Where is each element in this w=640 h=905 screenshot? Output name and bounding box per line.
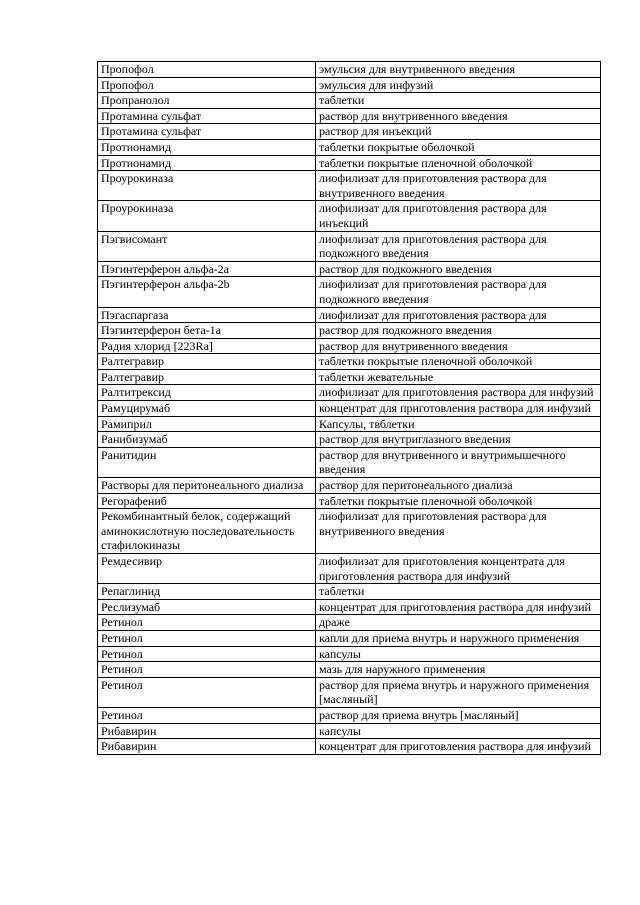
table-row — [98, 646, 601, 662]
drug-name-cell: Пропофол — [98, 77, 316, 93]
drug-name-cell: Ретинол — [98, 707, 316, 723]
drug-name-cell: Рибавирин — [98, 739, 316, 755]
dosage-form-cell: раствор для приема внутрь и наружного применения [масляный] — [316, 677, 601, 707]
dosage-form-cell: Капсулы, твблетки — [316, 416, 601, 432]
drug-name-cell: Протионамид — [98, 155, 316, 171]
table-row — [98, 630, 601, 646]
drug-name-cell: Ремдесивир — [98, 554, 316, 584]
dosage-form-cell: лиофилизат для приготовления раствора для — [316, 307, 601, 323]
dosage-form-cell: раствор для подкожного введения — [316, 323, 601, 339]
drug-name-cell: Пропранолол — [98, 93, 316, 109]
dosage-form-cell: таблетки — [316, 93, 601, 109]
dosage-form-cell: концентрат для приготовления раствора для инфузий — [316, 599, 601, 615]
drug-name-cell: Ралтитрексид — [98, 385, 316, 401]
dosage-form-cell: капсулы — [316, 723, 601, 739]
dosage-form-cell: лиофилизат для приготовления концентрата для приготовления раствора для инфузий — [316, 554, 601, 584]
dosage-form-cell: раствор для внутривенного введения — [316, 108, 601, 124]
table-row — [98, 139, 601, 155]
dosage-form-cell: раствор для инъекций — [316, 124, 601, 140]
dosage-form-cell: эмульсия для внутривенного введения — [316, 62, 601, 78]
drug-name-cell: Рамуцирумаб — [98, 401, 316, 417]
drug-forms-table — [97, 61, 601, 755]
table-row — [98, 369, 601, 385]
dosage-form-cell: драже — [316, 615, 601, 631]
drug-name-cell: Ретинол — [98, 615, 316, 631]
table-row — [98, 323, 601, 339]
drug-name-cell: Пэгинтерферон альфа-2b — [98, 277, 316, 307]
table-row — [98, 231, 601, 261]
drug-name-cell: Пэгинтерферон альфа-2а — [98, 261, 316, 277]
drug-name-cell: Ралтегравир — [98, 354, 316, 370]
drug-name-cell: Пропофол — [98, 62, 316, 78]
dosage-form-cell: таблетки покрытые пленочной оболочкой — [316, 155, 601, 171]
drug-name-cell: Ранитидин — [98, 447, 316, 477]
table-row — [98, 307, 601, 323]
dosage-form-cell: капли для приема внутрь и наружного применения — [316, 630, 601, 646]
table-row — [98, 155, 601, 171]
dosage-form-cell: эмульсия для инфузий — [316, 77, 601, 93]
drug-name-cell: Проурокиназа — [98, 201, 316, 231]
drug-name-cell: Протамина сульфат — [98, 108, 316, 124]
table-row — [98, 261, 601, 277]
table-row — [98, 739, 601, 755]
drug-name-cell: Ранибизумаб — [98, 432, 316, 448]
drug-name-cell: Ралтегравир — [98, 369, 316, 385]
table-row — [98, 385, 601, 401]
dosage-form-cell: раствор для внутриглазного введения — [316, 432, 601, 448]
table-row — [98, 62, 601, 78]
dosage-form-cell: лиофилизат для приготовления раствора для внутривенного введения — [316, 509, 601, 554]
dosage-form-cell: раствор для внутривенного введения — [316, 338, 601, 354]
dosage-form-cell: таблетки покрытые оболочкой — [316, 139, 601, 155]
drug-name-cell: Растворы для перитонеального диализа — [98, 478, 316, 494]
drug-name-cell: Пэгвисомант — [98, 231, 316, 261]
dosage-form-cell: мазь для наружного применения — [316, 662, 601, 678]
drug-name-cell: Регорафениб — [98, 493, 316, 509]
dosage-form-cell: таблетки покрытые пленочной оболочкой — [316, 493, 601, 509]
dosage-form-cell: таблетки жевательные — [316, 369, 601, 385]
table-row — [98, 599, 601, 615]
drug-name-cell: Реслизумаб — [98, 599, 316, 615]
dosage-form-cell: лиофилизат для приготовления раствора для внутривенного введения — [316, 171, 601, 201]
table-row — [98, 124, 601, 140]
drug-name-cell: Ретинол — [98, 662, 316, 678]
drug-name-cell: Проурокиназа — [98, 171, 316, 201]
table-row — [98, 93, 601, 109]
dosage-form-cell: таблетки покрытые пленочной оболочкой — [316, 354, 601, 370]
drug-name-cell: Радия хлорид [223Ra] — [98, 338, 316, 354]
drug-name-cell: Пэгаспаргаза — [98, 307, 316, 323]
table-row — [98, 338, 601, 354]
table-row — [98, 584, 601, 600]
drug-name-cell: Рамиприл — [98, 416, 316, 432]
drug-name-cell: Репаглинид — [98, 584, 316, 600]
dosage-form-cell: лиофилизат для приготовления раствора для подкожного введения — [316, 231, 601, 261]
table-row — [98, 201, 601, 231]
table-row — [98, 554, 601, 584]
drug-name-cell: Пэгинтерферон бета-1а — [98, 323, 316, 339]
drug-name-cell: Протионамид — [98, 139, 316, 155]
table-row — [98, 77, 601, 93]
table-row — [98, 432, 601, 448]
table-row — [98, 723, 601, 739]
table-row — [98, 707, 601, 723]
table-row — [98, 662, 601, 678]
drug-name-cell: Ретинол — [98, 646, 316, 662]
dosage-form-cell: раствор для приема внутрь [масляный] — [316, 707, 601, 723]
dosage-form-cell: лиофилизат для приготовления раствора для инфузий — [316, 385, 601, 401]
table-row — [98, 416, 601, 432]
drug-name-cell: Протамина сульфат — [98, 124, 316, 140]
dosage-form-cell: лиофилизат для приготовления раствора для подкожного введения — [316, 277, 601, 307]
table-row — [98, 447, 601, 477]
dosage-form-cell: концентрат для приготовления раствора для инфузий — [316, 401, 601, 417]
dosage-form-cell: концентрат для приготовления раствора для инфузий — [316, 739, 601, 755]
drug-name-cell: Рекомбинантный белок, содержащий аминокислотную последовательность стафилокиназы — [98, 509, 316, 554]
drug-name-cell: Рибавирин — [98, 723, 316, 739]
table-row — [98, 478, 601, 494]
drug-name-cell: Ретинол — [98, 630, 316, 646]
table-row — [98, 354, 601, 370]
table-row — [98, 108, 601, 124]
dosage-form-cell: раствор для подкожного введения — [316, 261, 601, 277]
table-row — [98, 493, 601, 509]
table-row — [98, 677, 601, 707]
dosage-form-cell: раствор для перитонеального диализа — [316, 478, 601, 494]
table-row — [98, 277, 601, 307]
table-row — [98, 615, 601, 631]
table-row — [98, 509, 601, 554]
table-body — [98, 62, 601, 755]
drug-name-cell: Ретинол — [98, 677, 316, 707]
table-row — [98, 171, 601, 201]
dosage-form-cell: лиофилизат для приготовления раствора для инъекций — [316, 201, 601, 231]
dosage-form-cell: капсулы — [316, 646, 601, 662]
dosage-form-cell: таблетки — [316, 584, 601, 600]
table-row — [98, 401, 601, 417]
dosage-form-cell: раствор для внутривенного и внутримышечного введения — [316, 447, 601, 477]
